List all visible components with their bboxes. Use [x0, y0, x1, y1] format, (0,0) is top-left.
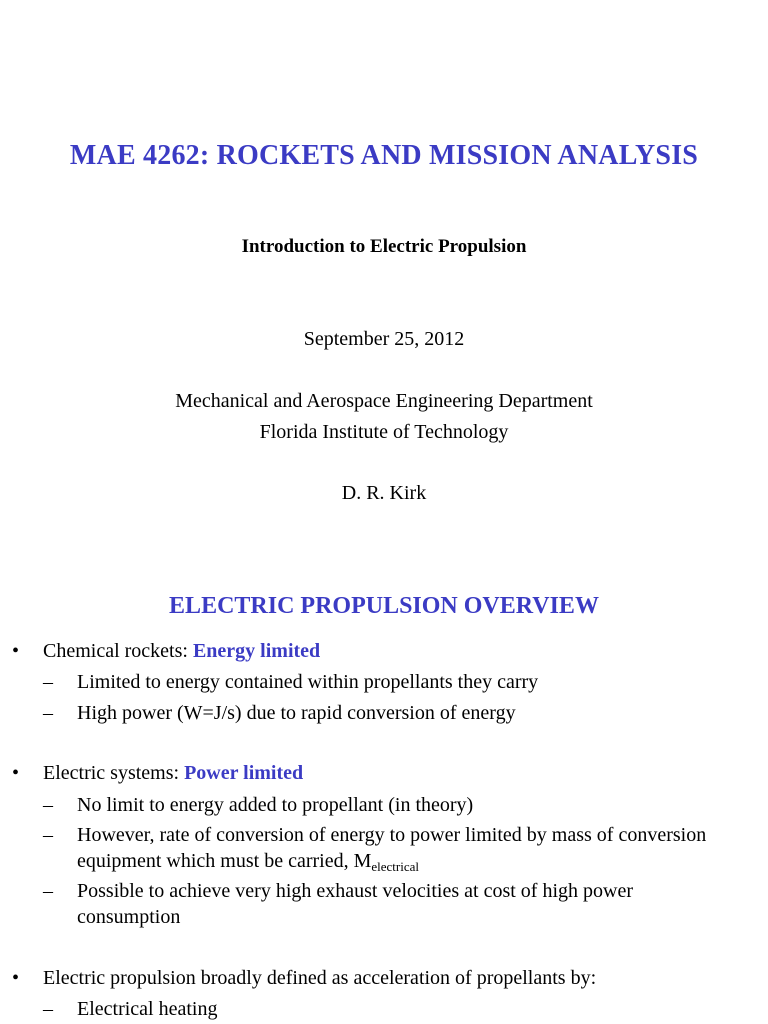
dash-marker: –: [43, 824, 53, 846]
sub-bullet-text-line2: consumption: [77, 906, 181, 928]
bullet-text: [43, 760, 303, 786]
sub-bullet-text-line2: equipment which must be carried, M: [77, 850, 372, 872]
dash-marker: –: [43, 998, 53, 1020]
bullet-prefix: Electric systems:: [43, 762, 185, 784]
author-name: D. R. Kirk: [341, 482, 427, 504]
sub-bullet-text: Electrical heating: [77, 998, 218, 1020]
bullet-marker: •: [12, 762, 20, 784]
bullet-highlight: Power limited: [184, 762, 304, 784]
sub-bullet-text: [77, 848, 419, 874]
bullet-text: [43, 638, 320, 664]
overview-title: ELECTRIC PROPULSION OVERVIEW: [169, 593, 599, 619]
slide-title: MAE 4262: ROCKETS AND MISSION ANALYSIS: [69, 140, 699, 171]
dash-marker: –: [43, 880, 53, 902]
lecture-date: September 25, 2012: [303, 328, 465, 350]
bullet-marker: •: [12, 967, 20, 989]
dash-marker: –: [43, 702, 53, 724]
institution-name: Florida Institute of Technology: [259, 421, 509, 443]
bullet-marker: •: [12, 640, 20, 662]
slide-subtitle: Introduction to Electric Propulsion: [241, 236, 527, 257]
bullet-text: Electric propulsion broadly defined as acceleration of propellants by:: [43, 967, 597, 989]
bullet-prefix: Chemical rockets:: [43, 640, 193, 662]
department-name: Mechanical and Aerospace Engineering Department: [175, 390, 593, 412]
subscript-text: electrical: [371, 859, 420, 874]
bullet-highlight: Energy limited: [192, 640, 321, 662]
sub-bullet-text: High power (W=J/s) due to rapid conversion of energy: [77, 702, 516, 724]
dash-marker: –: [43, 671, 53, 693]
sub-bullet-text: No limit to energy added to propellant (in theory): [77, 794, 474, 816]
sub-bullet-text: Limited to energy contained within propellants they carry: [77, 671, 539, 693]
dash-marker: –: [43, 794, 53, 816]
sub-bullet-text: Possible to achieve very high exhaust velocities at cost of high power: [77, 880, 633, 902]
sub-bullet-text: However, rate of conversion of energy to power limited by mass of conversion: [77, 824, 707, 846]
